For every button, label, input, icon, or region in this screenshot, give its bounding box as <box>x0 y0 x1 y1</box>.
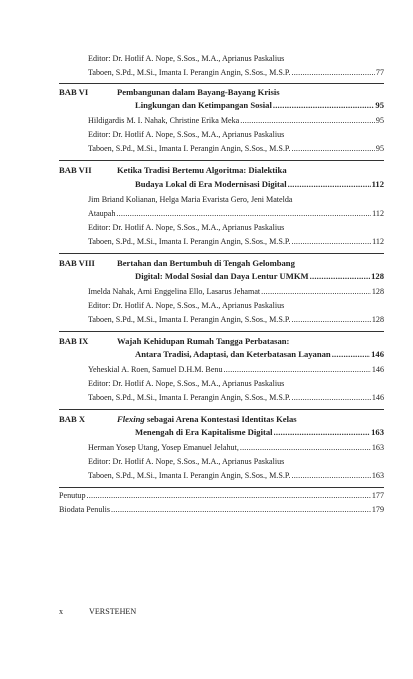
divider <box>59 487 384 488</box>
chapter-authors: Hildigardis M. I. Nahak, Christine Erika Meka ..... 95 <box>88 115 384 126</box>
chapter-title <box>117 414 297 425</box>
toc-editor-line: Taboen, S.Pd., M.Si., Imanta I. Perangin Angin, S.Sos., M.S.P. ..... 95 <box>88 143 384 154</box>
toc-editor-line: Editor: Dr. Hotlif A. Nope, S.Sos., M.A., Aprianus Paskalius <box>88 379 285 388</box>
divider <box>59 331 384 332</box>
chapter-authors: Imelda Nahak, Arni Enggelina Ello, Lasarus Jehamat ..... 128 <box>88 286 384 297</box>
chapter-label: BAB VII <box>59 165 92 175</box>
chapter-authors: Jim Briand Kolianan, Helga Maria Evarista Gero, Jeni Matelda <box>88 195 293 204</box>
toc-editor-line: Taboen, S.Pd., M.Si., Imanta I. Perangin Angin, S.Sos., M.S.P. ..... 77 <box>88 67 384 78</box>
running-title: VERSTEHEN <box>89 607 137 616</box>
toc-editor-line: Taboen, S.Pd., M.Si., Imanta I. Perangin Angin, S.Sos., M.S.P. ..... 112 <box>88 236 384 247</box>
toc-editor-line: Editor: Dr. Hotlif A. Nope, S.Sos., M.A., Aprianus Paskalius <box>88 130 285 139</box>
page-number: x <box>59 607 64 616</box>
toc-entry-penutup: Penutup ..... 177 <box>59 490 384 501</box>
chapter-title: Bertahan dan Bertumbuh di Tengah Gelombang <box>117 258 295 268</box>
chapter-title: Digital: Modal Sosial dan Daya Lentur UMKM ..... 128 <box>135 271 384 282</box>
chapter-authors: Yeheskial A. Roen, Samuel D.H.M. Benu ..... 146 <box>88 364 384 375</box>
toc-editor-line: Editor: Dr. Hotlif A. Nope, S.Sos., M.A., Aprianus Paskalius <box>88 457 285 466</box>
divider <box>59 83 384 84</box>
toc-entry-biodata: Biodata Penulis ..... 179 <box>59 504 384 515</box>
chapter-label: BAB VIII <box>59 258 95 268</box>
chapter-title: Menengah di Era Kapitalisme Digital ..... 163 <box>135 427 384 438</box>
chapter-title: Antara Tradisi, Adaptasi, dan Keterbatasan Layanan ..... 146 <box>135 349 384 360</box>
toc-editor-line: Editor: Dr. Hotlif A. Nope, S.Sos., M.A., Aprianus Paskalius <box>88 54 285 63</box>
divider <box>59 253 384 254</box>
chapter-title: Budaya Lokal di Era Modernisasi Digital ..... 112 <box>135 179 384 190</box>
divider <box>59 160 384 161</box>
chapter-title: Pembangunan dalam Bayang-Bayang Krisis <box>117 87 280 97</box>
toc-editor-line: Taboen, S.Pd., M.Si., Imanta I. Perangin Angin, S.Sos., M.S.P. ..... 146 <box>88 392 384 403</box>
chapter-title: Lingkungan dan Ketimpangan Sosial ..... 95 <box>135 100 384 111</box>
toc-editor-line: Editor: Dr. Hotlif A. Nope, S.Sos., M.A., Aprianus Paskalius <box>88 301 285 310</box>
chapter-title-italic: Flexing <box>117 414 145 424</box>
chapter-title-rest: sebagai Arena Kontestasi Identitas Kelas <box>144 414 297 424</box>
chapter-label: BAB IX <box>59 336 89 346</box>
chapter-authors: Ataupah ..... 112 <box>88 208 384 219</box>
chapter-label: BAB X <box>59 414 86 424</box>
chapter-title: Ketika Tradisi Bertemu Algoritma: Dialektika <box>117 165 287 175</box>
divider <box>59 409 384 410</box>
chapter-authors: Herman Yosep Utang, Yosep Emanuel Jelahut, ..... 163 <box>88 442 384 453</box>
chapter-title: Wajah Kehidupan Rumah Tangga Perbatasan: <box>117 336 290 346</box>
toc-editor-line: Taboen, S.Pd., M.Si., Imanta I. Perangin Angin, S.Sos., M.S.P. ..... 163 <box>88 470 384 481</box>
toc-editor-line: Editor: Dr. Hotlif A. Nope, S.Sos., M.A., Aprianus Paskalius <box>88 223 285 232</box>
toc-editor-line: Taboen, S.Pd., M.Si., Imanta I. Perangin Angin, S.Sos., M.S.P. ..... 128 <box>88 314 384 325</box>
chapter-label: BAB VI <box>59 87 89 97</box>
